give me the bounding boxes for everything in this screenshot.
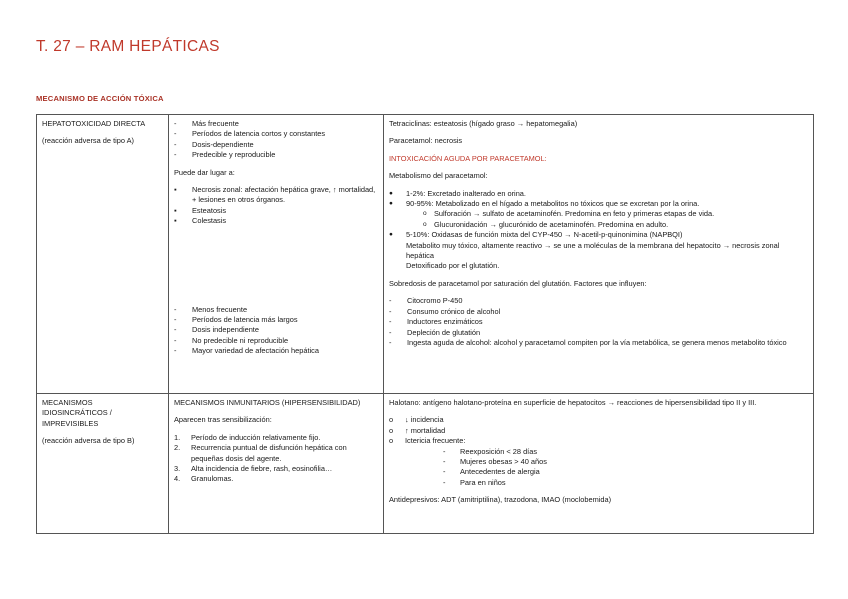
- examples-cell: [384, 394, 814, 534]
- examples-cell: [384, 115, 814, 394]
- list-item: - Dosis-dependiente: [174, 140, 378, 150]
- table-row: [37, 115, 814, 394]
- row-header-title: MECANISMOS IDIOSINCRÁTICOS / IMPREVISIBLES: [42, 398, 112, 428]
- list-item: ● 1-2%: Excretado inalterado en orina.: [389, 189, 808, 199]
- row-header-subtitle: (reacción adversa de tipo A): [42, 136, 135, 146]
- cell-text: Aparecen tras sensibilización:: [174, 415, 272, 425]
- list-item: - Predecible y reproducible: [174, 150, 378, 160]
- list-item: Recurrencia puntual de disfunción hepática con pequeñas dosis del agente.: [191, 443, 347, 463]
- list-item: - Períodos de latencia más largos: [174, 315, 378, 325]
- section-heading: MECANISMO DE ACCIÓN TÓXICA: [36, 94, 164, 103]
- effects-list: [174, 185, 378, 227]
- sub-list: [443, 447, 808, 489]
- cell-text: Sobredosis de paracetamol por saturación del glutatión. Factores que influyen:: [389, 278, 647, 288]
- list-item: - Mujeres obesas > 40 años: [443, 457, 808, 467]
- immune-features-list: [174, 433, 378, 485]
- list-item: o ↓ incidencia: [389, 415, 808, 425]
- cell-text: Halotano: antígeno halotano-proteína en superficie de hepatocitos → reacciones de hipersensibilidad tipo II y III.: [389, 398, 757, 407]
- list-item: - Antecedentes de alergia: [443, 467, 808, 477]
- list-item: - Períodos de latencia cortos y constantes: [174, 129, 378, 139]
- page-title: T. 27 – RAM HEPÁTICAS: [36, 38, 220, 55]
- table-row: [37, 394, 814, 534]
- list-item: ▪ Colestasis: [174, 216, 378, 226]
- cell-text: Paracetamol: necrosis: [389, 136, 463, 146]
- list-item: ● 90-95%: Metabolizado en el hígado a metabolitos no tóxicos que se excretan por la orina. o Sulforación → sulfato de acetaminofén. Predomina en feto y primeras etapas de vida. o Glucuronidación → glucurónido de acetaminofén. Predomina en adulto.: [389, 199, 808, 230]
- list-item: Período de inducción relativamente fijo.: [191, 432, 321, 442]
- characteristics-cell: [169, 115, 384, 394]
- list-item: - Consumo crónico de alcohol: [389, 307, 808, 317]
- list-item: - Dosis independiente: [174, 325, 378, 335]
- list-item: - Menos frecuente: [174, 305, 378, 315]
- list-item: - Más frecuente: [174, 119, 378, 129]
- halothane-list: [389, 415, 808, 488]
- row-header-cell: [37, 115, 169, 394]
- row-header-cell: [37, 394, 169, 534]
- characteristics-list: [174, 305, 378, 357]
- factors-list: [389, 296, 808, 348]
- cell-heading: MECANISMOS INMUNITARIOS (HIPERSENSIBILIDAD): [174, 398, 361, 407]
- metabolism-list: [389, 189, 808, 272]
- characteristics-list: [174, 119, 378, 161]
- list-item: - Para en niños: [443, 478, 808, 488]
- sub-list: [423, 209, 808, 230]
- mechanism-table: [36, 114, 814, 534]
- cell-text: Antidepresivos: ADT (amitriptilina), trazodona, IMAO (moclobemida): [389, 495, 612, 505]
- list-item: o Sulforación → sulfato de acetaminofén. Predomina en feto y primeras etapas de vida.: [423, 209, 808, 219]
- list-item: - Ingesta aguda de alcohol: alcohol y paracetamol compiten por la vía metabólica, se genera menos metabolito tóxico: [389, 338, 808, 348]
- list-item: ▪ Esteatosis: [174, 206, 378, 216]
- cell-text: Tetraciclinas: esteatosis (hígado graso → hepatomegalia): [389, 119, 578, 128]
- cell-text: Puede dar lugar a:: [174, 167, 235, 177]
- list-item: Alta incidencia de fiebre, rash, eosinofilia…: [191, 464, 333, 474]
- list-item: o Glucuronidación → glucurónido de acetaminofén. Predomina en adulto.: [423, 220, 808, 230]
- list-item: - Mayor variedad de afectación hepática: [174, 346, 378, 356]
- list-item: ● 5-10%: Oxidasas de función mixta del CYP-450 → N-acetil-p-quinonimina (NAPBQI) Metabolito muy tóxico, altamente reactivo → se une a moléculas de la membrana del hepatocito → necrosis zonal hepática Detoxificado por el glutatión.: [389, 230, 808, 272]
- list-item: o Ictericia frecuente: - Reexposición < 28 días - Mujeres obesas > 40 años - Antecedentes de alergia - Para en niños: [389, 436, 808, 488]
- list-item: - Depleción de glutatión: [389, 328, 808, 338]
- row-header-subtitle: (reacción adversa de tipo B): [42, 436, 135, 446]
- list-item: ▪ Necrosis zonal: afectación hepática grave, ↑ mortalidad, + lesiones en otros órganos.: [174, 185, 378, 206]
- list-item: - Reexposición < 28 días: [443, 447, 808, 457]
- paracetamol-heading: INTOXICACIÓN AGUDA POR PARACETAMOL:: [389, 153, 547, 163]
- list-item: - Citocromo P-450: [389, 296, 808, 306]
- list-item: - Inductores enzimáticos: [389, 317, 808, 327]
- characteristics-cell: [169, 394, 384, 534]
- list-item: Granulomas.: [191, 474, 234, 484]
- list-item: o ↑ mortalidad: [389, 426, 808, 436]
- cell-text: Metabolismo del paracetamol:: [389, 171, 488, 181]
- row-header-title: HEPATOTOXICIDAD DIRECTA: [42, 119, 146, 128]
- list-item: - No predecible ni reproducible: [174, 336, 378, 346]
